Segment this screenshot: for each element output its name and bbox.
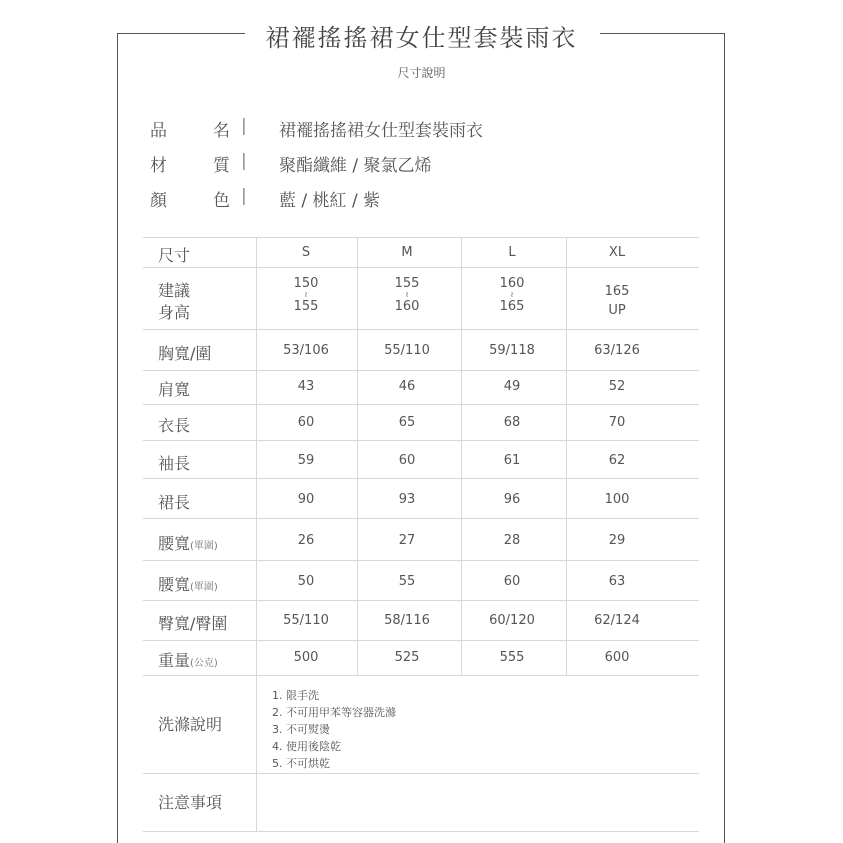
row-label-hip	[158, 611, 227, 634]
row-label-text: 胸寬/圍	[158, 344, 212, 363]
value-cell: 43	[297, 379, 315, 394]
info-value: 聚酯纖維 / 聚氯乙烯	[279, 156, 432, 176]
height-cell-l	[462, 276, 562, 314]
value-cell: 68	[503, 415, 521, 430]
value-cell: 58/116	[384, 613, 430, 628]
value-cell: 525	[394, 650, 420, 665]
row-label-text: 肩寬	[158, 380, 191, 399]
value-cell: 63	[608, 574, 626, 589]
care-item: 2. 不可用甲苯等容器洗滌	[272, 706, 396, 719]
height-min: 165	[604, 284, 630, 299]
value-cell: 100	[604, 492, 630, 507]
value-cell: 50	[297, 574, 315, 589]
care-item: 3. 不可熨燙	[272, 723, 330, 736]
value-cell: 96	[503, 492, 521, 507]
page-subtitle: 尺寸說明	[397, 66, 446, 80]
row-label-notes: 注意事項	[158, 793, 223, 812]
value-cell: 52	[608, 379, 626, 394]
row-label-text: 裙長	[158, 493, 191, 512]
height-max: UP	[608, 303, 626, 318]
page-title: 裙襬搖搖裙女仕型套裝雨衣	[265, 24, 578, 52]
table-row-divider	[143, 404, 699, 405]
value-cell: 555	[499, 650, 525, 665]
row-label-text: 臀寬/臀圍	[158, 614, 228, 633]
value-cell: 500	[293, 650, 319, 665]
value-cell: 55/110	[384, 343, 430, 358]
value-cell: 60	[503, 574, 521, 589]
height-cell-xl	[567, 282, 667, 320]
height-max: 160	[394, 299, 420, 314]
value-cell: 59	[297, 453, 315, 468]
row-label-body-length	[158, 413, 190, 436]
value-cell: 93	[398, 492, 416, 507]
row-label-height-line2: 身高	[158, 303, 191, 322]
table-row-divider	[143, 329, 699, 330]
row-label-skirt	[158, 490, 190, 513]
row-label-text: 衣長	[158, 416, 191, 435]
table-row-divider	[143, 478, 699, 479]
row-label-text: 腰寬	[158, 575, 191, 594]
value-cell: 59/118	[489, 343, 535, 358]
info-separator: |	[241, 186, 247, 206]
value-cell: 55	[398, 574, 416, 589]
frame-left-line	[117, 33, 118, 843]
row-label-weight	[158, 648, 218, 671]
value-cell: 55/110	[283, 613, 329, 628]
height-min: 160	[499, 276, 525, 291]
value-cell: 600	[604, 650, 630, 665]
table-row-divider	[143, 675, 699, 676]
value-cell: 70	[608, 415, 626, 430]
table-row-divider	[143, 640, 699, 641]
table-row-divider	[143, 518, 699, 519]
value-cell: 60	[398, 453, 416, 468]
value-cell: 61	[503, 453, 521, 468]
row-label-note: (單圍)	[190, 541, 218, 552]
table-row-divider	[143, 267, 699, 268]
height-cell-m	[357, 276, 457, 314]
info-key-char: 顏	[150, 191, 167, 211]
row-label-waist-2	[158, 572, 218, 595]
info-key-char: 質	[213, 156, 230, 176]
value-cell: 65	[398, 415, 416, 430]
row-label-chest	[158, 341, 211, 364]
height-min: 155	[394, 276, 420, 291]
row-label-care: 洗滌說明	[158, 715, 223, 734]
care-item: 5. 不可烘乾	[272, 757, 330, 770]
row-label-text: 重量	[158, 651, 191, 670]
value-cell: 62/124	[594, 613, 640, 628]
info-separator: |	[241, 116, 247, 136]
value-cell: 62	[608, 453, 626, 468]
info-key-char: 名	[213, 121, 230, 141]
range-tilde: ≀	[405, 290, 409, 299]
value-cell: 46	[398, 379, 416, 394]
info-value: 裙襬搖搖裙女仕型套裝雨衣	[279, 121, 483, 141]
value-cell: 53/106	[283, 343, 329, 358]
value-cell: 90	[297, 492, 315, 507]
info-value: 藍 / 桃紅 / 紫	[279, 191, 381, 211]
row-label-height	[158, 280, 190, 324]
height-max: 165	[499, 299, 525, 314]
table-row-divider	[143, 237, 699, 238]
info-key-char: 材	[150, 156, 167, 176]
row-label-note: (公克)	[190, 658, 218, 669]
row-label-note: (單圍)	[190, 582, 218, 593]
range-tilde: ≀	[510, 290, 514, 299]
care-item: 4. 使用後陰乾	[272, 740, 341, 753]
header-label-size: 尺寸	[158, 246, 191, 265]
value-cell: 29	[608, 533, 626, 548]
height-max: 155	[293, 299, 319, 314]
value-cell: 26	[297, 533, 315, 548]
value-cell: 27	[398, 533, 416, 548]
height-cell-s	[256, 276, 356, 314]
care-instructions	[272, 687, 396, 772]
value-cell: 60/120	[489, 613, 535, 628]
info-separator: |	[241, 151, 247, 171]
row-label-height-line1: 建議	[158, 281, 191, 300]
range-tilde: ≀	[304, 290, 308, 299]
size-header-s: S	[301, 245, 311, 260]
info-key-char: 品	[150, 121, 167, 141]
row-label-text: 腰寬	[158, 534, 191, 553]
table-row-divider	[143, 440, 699, 441]
table-row-divider	[143, 370, 699, 371]
row-label-shoulder	[158, 377, 190, 400]
table-row-divider	[143, 773, 699, 774]
value-cell: 49	[503, 379, 521, 394]
size-header-xl: XL	[608, 245, 626, 260]
info-key-char: 色	[213, 191, 230, 211]
size-header-l: L	[508, 245, 516, 260]
row-label-text: 袖長	[158, 454, 191, 473]
row-label-sleeve	[158, 451, 190, 474]
height-min: 150	[293, 276, 319, 291]
care-item: 1. 限手洗	[272, 689, 319, 702]
table-row-divider	[143, 831, 699, 832]
value-cell: 28	[503, 533, 521, 548]
table-column-divider	[256, 675, 257, 831]
table-row-divider	[143, 600, 699, 601]
value-cell: 60	[297, 415, 315, 430]
frame-right-line	[724, 33, 725, 843]
row-label-waist-1	[158, 531, 218, 554]
size-header-m: M	[401, 245, 413, 260]
value-cell: 63/126	[594, 343, 640, 358]
table-row-divider	[143, 560, 699, 561]
